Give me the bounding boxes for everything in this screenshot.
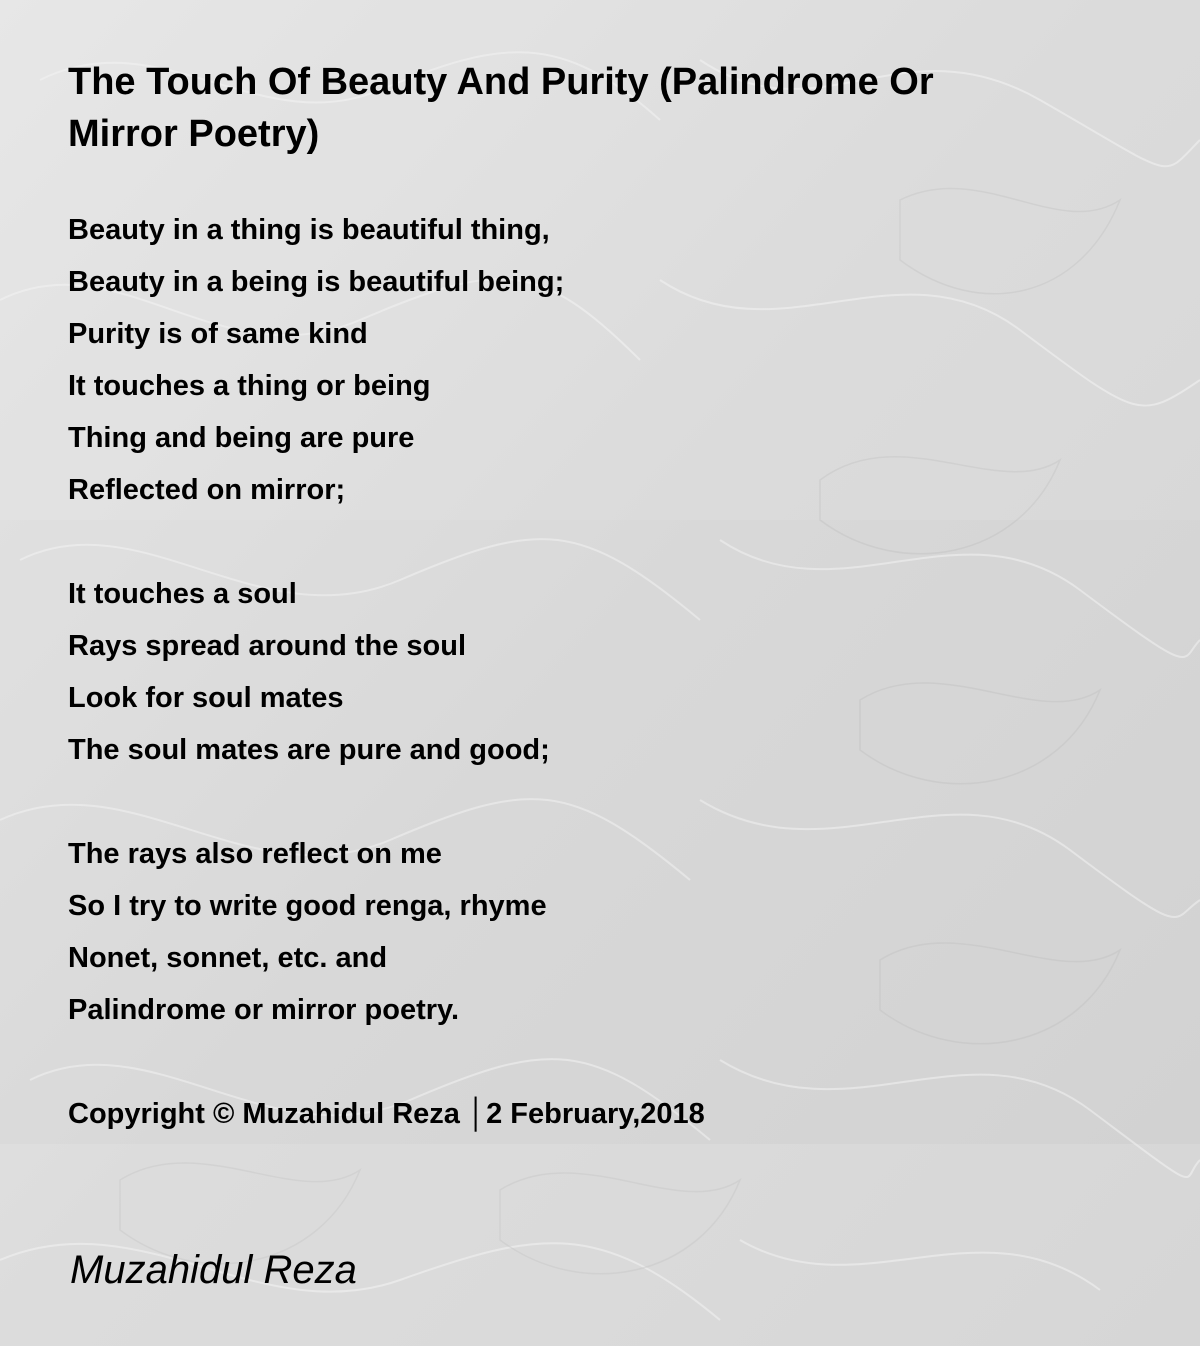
poem-line: Look for soul mates bbox=[68, 682, 344, 714]
author-name: Muzahidul Reza bbox=[70, 1248, 357, 1292]
poem-line: Nonet, sonnet, etc. and bbox=[68, 942, 388, 974]
poem-line: Thing and being are pure bbox=[68, 422, 415, 454]
poem-body bbox=[68, 204, 1128, 1140]
poem-line: So I try to write good renga, rhyme bbox=[68, 890, 547, 922]
poem-title: The Touch Of Beauty And Purity (Palindrome Or Mirror Poetry) bbox=[68, 61, 934, 155]
poem-line: Rays spread around the soul bbox=[68, 630, 467, 662]
poem-line: Palindrome or mirror poetry. bbox=[68, 994, 460, 1026]
poem-line: It touches a thing or being bbox=[68, 370, 431, 402]
poem-line: Beauty in a thing is beautiful thing, bbox=[68, 214, 550, 246]
poem-line: It touches a soul bbox=[68, 578, 297, 610]
stanza-3 bbox=[68, 828, 1128, 1036]
poem-line: The soul mates are pure and good; bbox=[68, 734, 550, 766]
poem-container bbox=[68, 56, 1128, 1140]
stanza-2 bbox=[68, 568, 1128, 776]
copyright-line: Copyright © Muzahidul Reza │2 February,2018 bbox=[68, 1098, 705, 1130]
poem-line: The rays also reflect on me bbox=[68, 838, 442, 870]
poem-line: Purity is of same kind bbox=[68, 318, 368, 350]
poem-line: Reflected on mirror; bbox=[68, 474, 346, 506]
stanza-1 bbox=[68, 204, 1128, 516]
poem-line: Beauty in a being is beautiful being; bbox=[68, 266, 565, 298]
